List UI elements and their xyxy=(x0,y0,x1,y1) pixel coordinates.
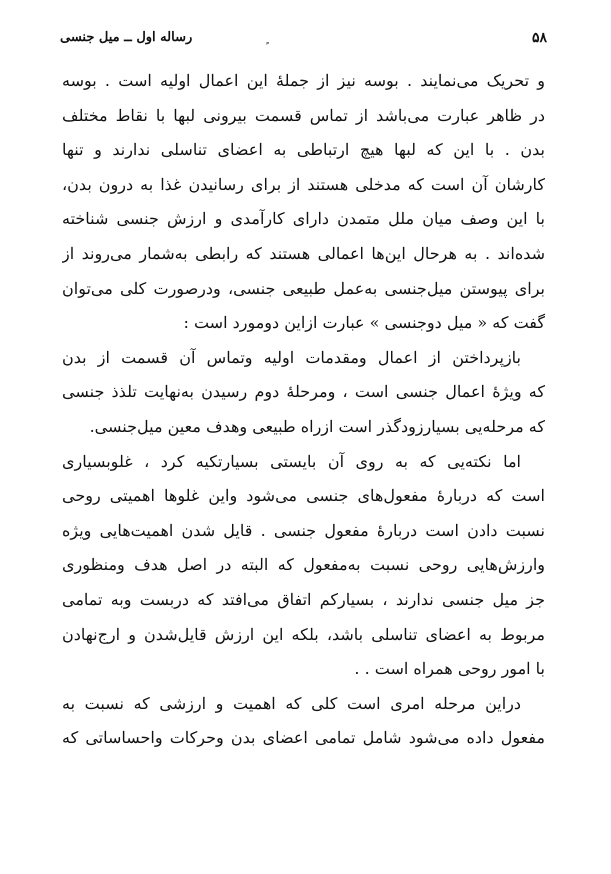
text-line-11: که مرحله‌یی بسیارزودگذر است ازراه طبیعی وهدف معین میل‌جنسی. xyxy=(89,416,545,436)
text-line-14: نسبت دادن است دربارهٔ مفعول جنسی . قایل شدن اهمیت‌هایی ویژه xyxy=(62,520,545,540)
text-line-9: بازپرداختن از اعمال ومقدمات اولیه وتماس آن قسمت از بدن xyxy=(62,347,521,367)
text-line-13: است که دربارهٔ مفعول‌های جنسی می‌شود واین غلوها اهمیتی روحی xyxy=(62,486,545,506)
text-line-16: جز میل جنسی ندارند ، بسیارکم اتفاق می‌افتد که دربست وبه تمامی xyxy=(62,589,545,609)
body-text xyxy=(62,64,545,756)
text-line-20: مفعول داده می‌شود شامل تمامی اعضای بدن وحرکات واحساساتی که xyxy=(62,728,545,748)
page-number: ۵۸ xyxy=(531,30,547,46)
page-header xyxy=(60,30,547,52)
text-line-6: شده‌اند . به هرحال این‌ها اعمالی هستند که رابطی به‌شمار می‌روند از xyxy=(62,243,545,263)
text-line-15: وارزش‌هایی روحی نسبت به‌مفعول که البته در اصل هدف ومنظوری xyxy=(62,555,545,575)
text-line-3: بدن . با این که لبها هیچ ارتباطی به اعضای تناسلی ندارند و تنها xyxy=(62,140,545,160)
text-line-8: گفت که « میل دوجنسی » عبارت ازاین دومورد است : xyxy=(183,313,545,333)
text-line-2: در ظاهر عبارت می‌باشد از تماس قسمت بیرونی لبها با نقاط مختلف xyxy=(62,105,545,125)
running-title: رساله اول ــ میل جنسی xyxy=(60,30,193,45)
text-line-18: با امور روحی همراه است . . xyxy=(354,659,545,679)
text-line-17: مربوط به اعضای تناسلی باشد، بلکه این ارزش قایل‌شدن و ارج‌نهادن xyxy=(62,624,545,644)
text-line-1: و تحریک می‌نمایند . بوسه نیز از جملهٔ این اعمال اولیه است . بوسه xyxy=(62,71,545,90)
text-line-12: اما نکته‌یی که به روی آن بایستی بسیارتکیه کرد ، غلوبسیاری xyxy=(62,451,522,471)
text-line-19: دراین مرحله امری است کلی که اهمیت و ارزشی که نسبت به xyxy=(62,693,521,713)
text-line-5: با این وصف میان ملل متمدن دارای کارآمدی و ارزش جنسی شناخته xyxy=(62,209,545,229)
text-line-10: که ویژهٔ اعمال جنسی است ، ومرحلهٔ دوم رسیدن به‌نهایت تلذذ جنسی xyxy=(62,382,545,402)
text-line-7: برای پیوستن میل‌جنسی به‌عمل طبیعی جنسی، ودرصورت کلی می‌توان xyxy=(62,278,545,298)
text-line-4: کارشان آن است که مدخلی هستند از برای رسانیدن غذا به درون بدن، xyxy=(62,174,545,194)
